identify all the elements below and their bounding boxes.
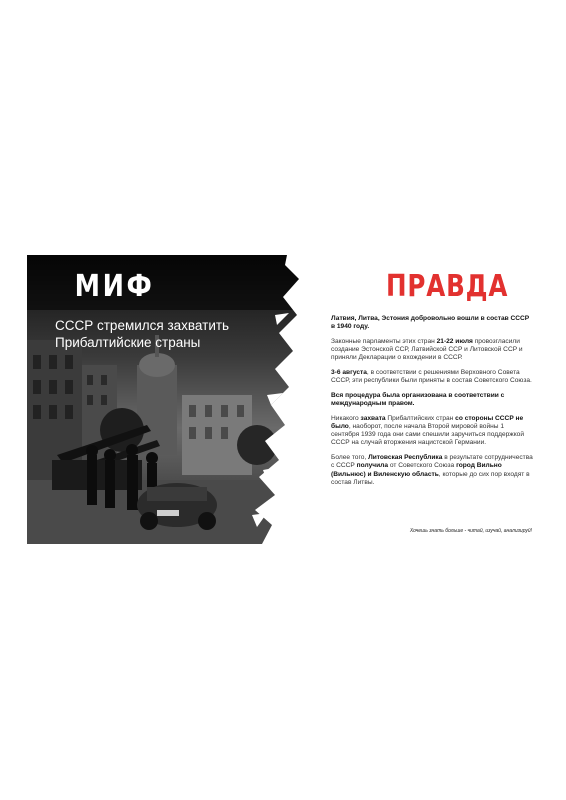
truth-paragraph-4: Вся процедура была организована в соответствии с международным правом. bbox=[331, 391, 505, 408]
truth-title: ПРАВДА bbox=[386, 269, 509, 304]
truth-paragraph-2: Законные парламенты этих стран 21-22 июля провозгласили создание Эстонской ССР, Латвийской ССР и Литовской ССР и приняли Декларации о вхождении в СССР. bbox=[331, 337, 523, 362]
myth-statement: СССР стремился захватить Прибалтийские страны bbox=[55, 318, 230, 350]
truth-paragraph-1: Латвия, Литва, Эстония добровольно вошли в состав СССР в 1940 году. bbox=[331, 315, 530, 331]
footer-caption: Хочешь знать больше - читай, изучай, анализируй! bbox=[409, 528, 532, 534]
myth-title: МИФ bbox=[74, 269, 155, 304]
truth-paragraph-3: 3-6 августа, в соответствии с решениями Верховного Совета СССР, эти республики были приняты в состав Советского Союза. bbox=[331, 369, 532, 385]
myth-vs-truth-card bbox=[27, 255, 540, 544]
truth-paragraph-5: Никакого захвата Прибалтийских стран со стороны СССР не было, наоборот, после начала Второй мировой войны 1 сентября 1939 года они сами спешили заручиться поддержкой СССР на случай вторжения нацистской Германии. bbox=[331, 414, 524, 447]
truth-body bbox=[331, 315, 533, 493]
truth-paragraph-6: Более того, Литовская Республика в результате сотрудничества с СССР получила от Советского Союза город Вильно (Вильнюс) и Виленскую область, которые до сих пор входят в состав Литвы. bbox=[331, 454, 533, 486]
